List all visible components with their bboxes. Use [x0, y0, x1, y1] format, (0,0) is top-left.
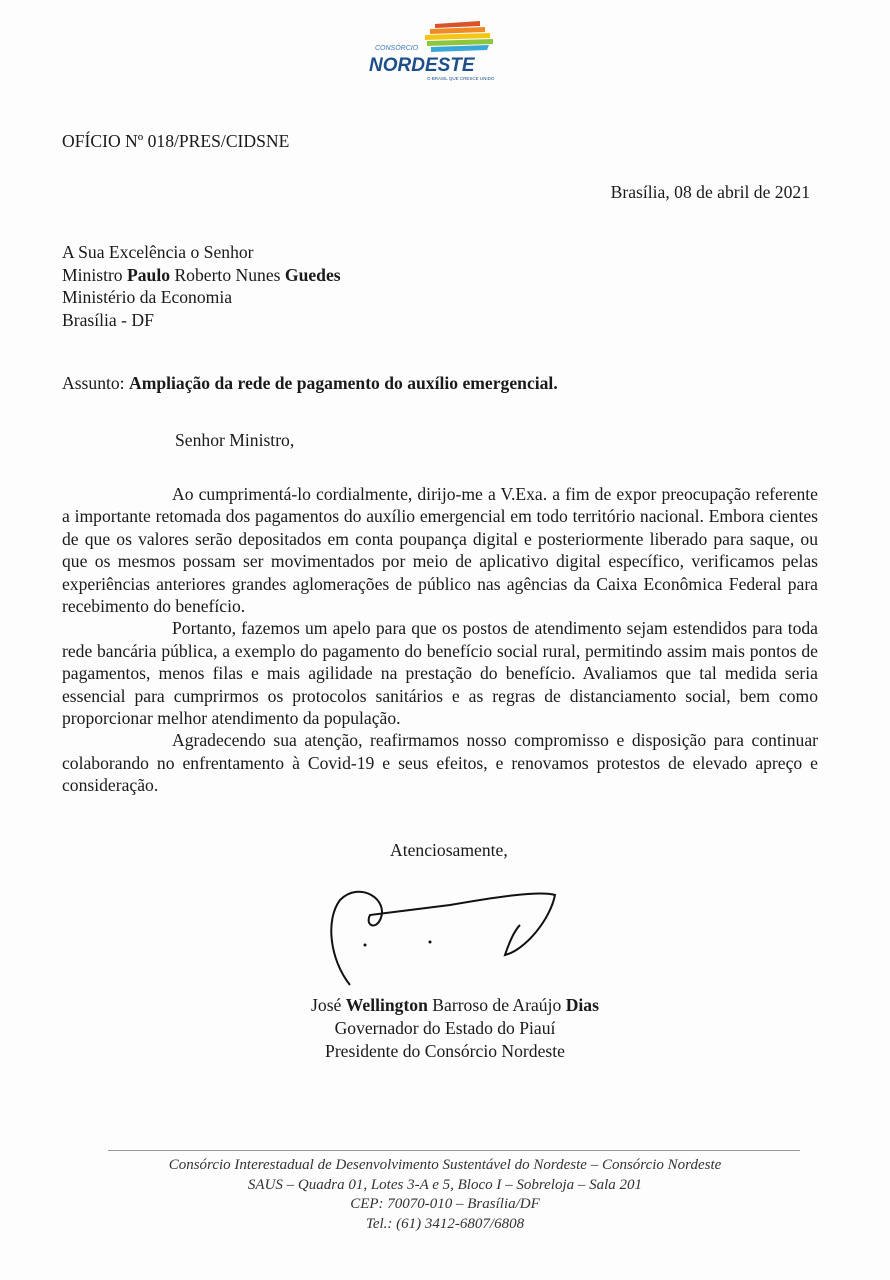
subject-line: Assunto: Ampliação da rede de pagamento do auxílio emergencial. [62, 373, 558, 393]
addressee-line: A Sua Excelência o Senhor [62, 242, 254, 262]
salutation: Senhor Ministro, [175, 430, 295, 450]
closing: Atenciosamente, [390, 840, 508, 860]
addressee-ministry: Ministério da Economia [62, 287, 233, 307]
reference-number: OFÍCIO Nº 018/PRES/CIDSNE [62, 131, 290, 151]
svg-text:NORDESTE: NORDESTE [369, 55, 475, 76]
footer-address [0, 1156, 890, 1234]
footer-line: CEP: 70070-010 – Brasília/DF [350, 1196, 540, 1212]
letter-body [62, 483, 818, 797]
addressee-name: Ministro Paulo Roberto Nunes Guedes [62, 264, 341, 285]
signatory-name: José Wellington Barroso de Araújo Dias [311, 995, 599, 1015]
paragraph-3: Agradecendo sua atenção, reafirmamos nosso compromisso e disposição para continuar colaborando no enfrentamento à Covid-19 e seus efeitos, e renovamos protestos de elevado apreço e consideração. [62, 730, 818, 796]
consorcio-nordeste-logo [365, 20, 540, 82]
svg-text:CONSÓRCIO: CONSÓRCIO [375, 45, 419, 52]
handwritten-signature [320, 880, 570, 990]
paragraph-2: Portanto, fazemos um apelo para que os postos de atendimento sejam estendidos para toda rede bancária pública, a exemplo do pagamento do benefício social rural, permitindo assim mais pontos de pagamentos, menos filas e mais agilidade na prestação do benefício. Avaliamos que tal medida seria essencial para cumprirmos os protocolos sanitários e as regras de distanciamento social, bem como proporcionar melhor atendimento da população. [62, 618, 818, 729]
footer-line: Tel.: (61) 3412-6807/6808 [365, 1215, 525, 1232]
signatory-title: Presidente do Consórcio Nordeste [325, 1041, 565, 1061]
addressee-block [62, 241, 341, 331]
addressee-city: Brasília - DF [62, 309, 154, 330]
footer-line: SAUS – Quadra 01, Lotes 3-A e 5, Bloco I – Sobreloja – Sala 201 [247, 1176, 643, 1193]
footer-divider [108, 1150, 800, 1151]
paragraph-1: Ao cumprimentá-lo cordialmente, dirijo-me a V.Exa. a fim de expor preocupação referente a importante retomada dos pagamentos do auxílio emergencial em todo território nacional. Embora cientes de que os valores serão depositados em conta poupança digital e posteriormente liberado para saque, ou que os mesmos possam ser movimentados por meio de aplicativo digital específico, verificamos pelas experiências anteriores grandes aglomerações de público nas agências da Caixa Econômica Federal para recebimento do benefício. [62, 484, 818, 617]
footer-line: Consórcio Interestadual de Desenvolvimento Sustentável do Nordeste – Consórcio Nordeste [168, 1157, 722, 1173]
letter-date: Brasília, 08 de abril de 2021 [610, 182, 810, 202]
signatory-role: Governador do Estado do Piauí [334, 1018, 556, 1038]
svg-text:O BRASIL QUE CRESCE UNIDO: O BRASIL QUE CRESCE UNIDO [427, 76, 495, 81]
